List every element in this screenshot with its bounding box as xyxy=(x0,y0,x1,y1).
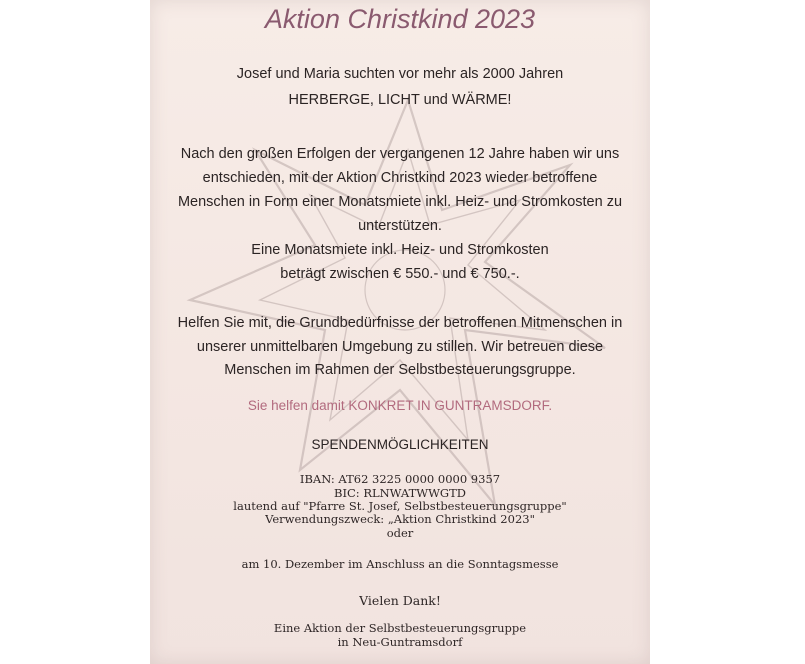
reference-text: Verwendungszweck: „Aktion Christkind 2023" xyxy=(265,512,535,526)
flyer-paper xyxy=(150,0,650,664)
alternative-text: am 10. Dezember im Anschluss an die Sonntagsmesse xyxy=(241,557,559,571)
highlight-text: Sie helfen damit KONKRET IN GUNTRAMSDORF. xyxy=(247,398,553,413)
paragraph2-line-1: Helfen Sie mit, die Grundbedürfnisse der betroffenen Mitmenschen in xyxy=(177,315,623,331)
paragraph2-line-3: Menschen im Rahmen der Selbstbesteuerungsgruppe. xyxy=(224,362,576,378)
bic-text: BIC: RLNWATWWGTD xyxy=(334,486,466,500)
paragraph1-line-5: Eine Monatsmiete inkl. Heiz- und Stromkosten xyxy=(251,242,549,258)
or-text: oder xyxy=(386,526,414,540)
paragraph1-line-2: entschieden, mit der Aktion Christkind 2023 wieder betroffene xyxy=(202,170,598,186)
paragraph2-line-2: unserer unmittelbaren Umgebung zu stillen. Wir betreuen diese xyxy=(196,339,604,355)
paragraph1-line-4: unterstützen. xyxy=(358,218,442,234)
footer-line-1: Eine Aktion der Selbstbesteuerungsgruppe xyxy=(273,621,527,635)
flyer-title: Aktion Christkind 2023 xyxy=(264,4,536,34)
thanks-text: Vielen Dank! xyxy=(359,593,441,608)
donation-heading: SPENDENMÖGLICHKEITEN xyxy=(311,437,489,452)
footer-line-2: in Neu-Guntramsdorf xyxy=(337,635,463,649)
paragraph1-line-1: Nach den großen Erfolgen der vergangenen 12 Jahre haben wir uns xyxy=(180,146,620,162)
paragraph1-line-6: beträgt zwischen € 550.- und € 750.-. xyxy=(280,266,520,282)
intro-line-2: HERBERGE, LICHT und WÄRME! xyxy=(288,92,512,108)
paragraph1-line-3: Menschen in Form einer Monatsmiete inkl. Heiz- und Stromkosten zu xyxy=(177,194,623,210)
intro-line-1: Josef und Maria suchten vor mehr als 2000 Jahren xyxy=(236,66,564,82)
account-holder-text: lautend auf "Pfarre St. Josef, Selbstbesteuerungsgruppe" xyxy=(233,499,567,513)
iban-text: IBAN: AT62 3225 0000 0000 9357 xyxy=(299,472,501,486)
